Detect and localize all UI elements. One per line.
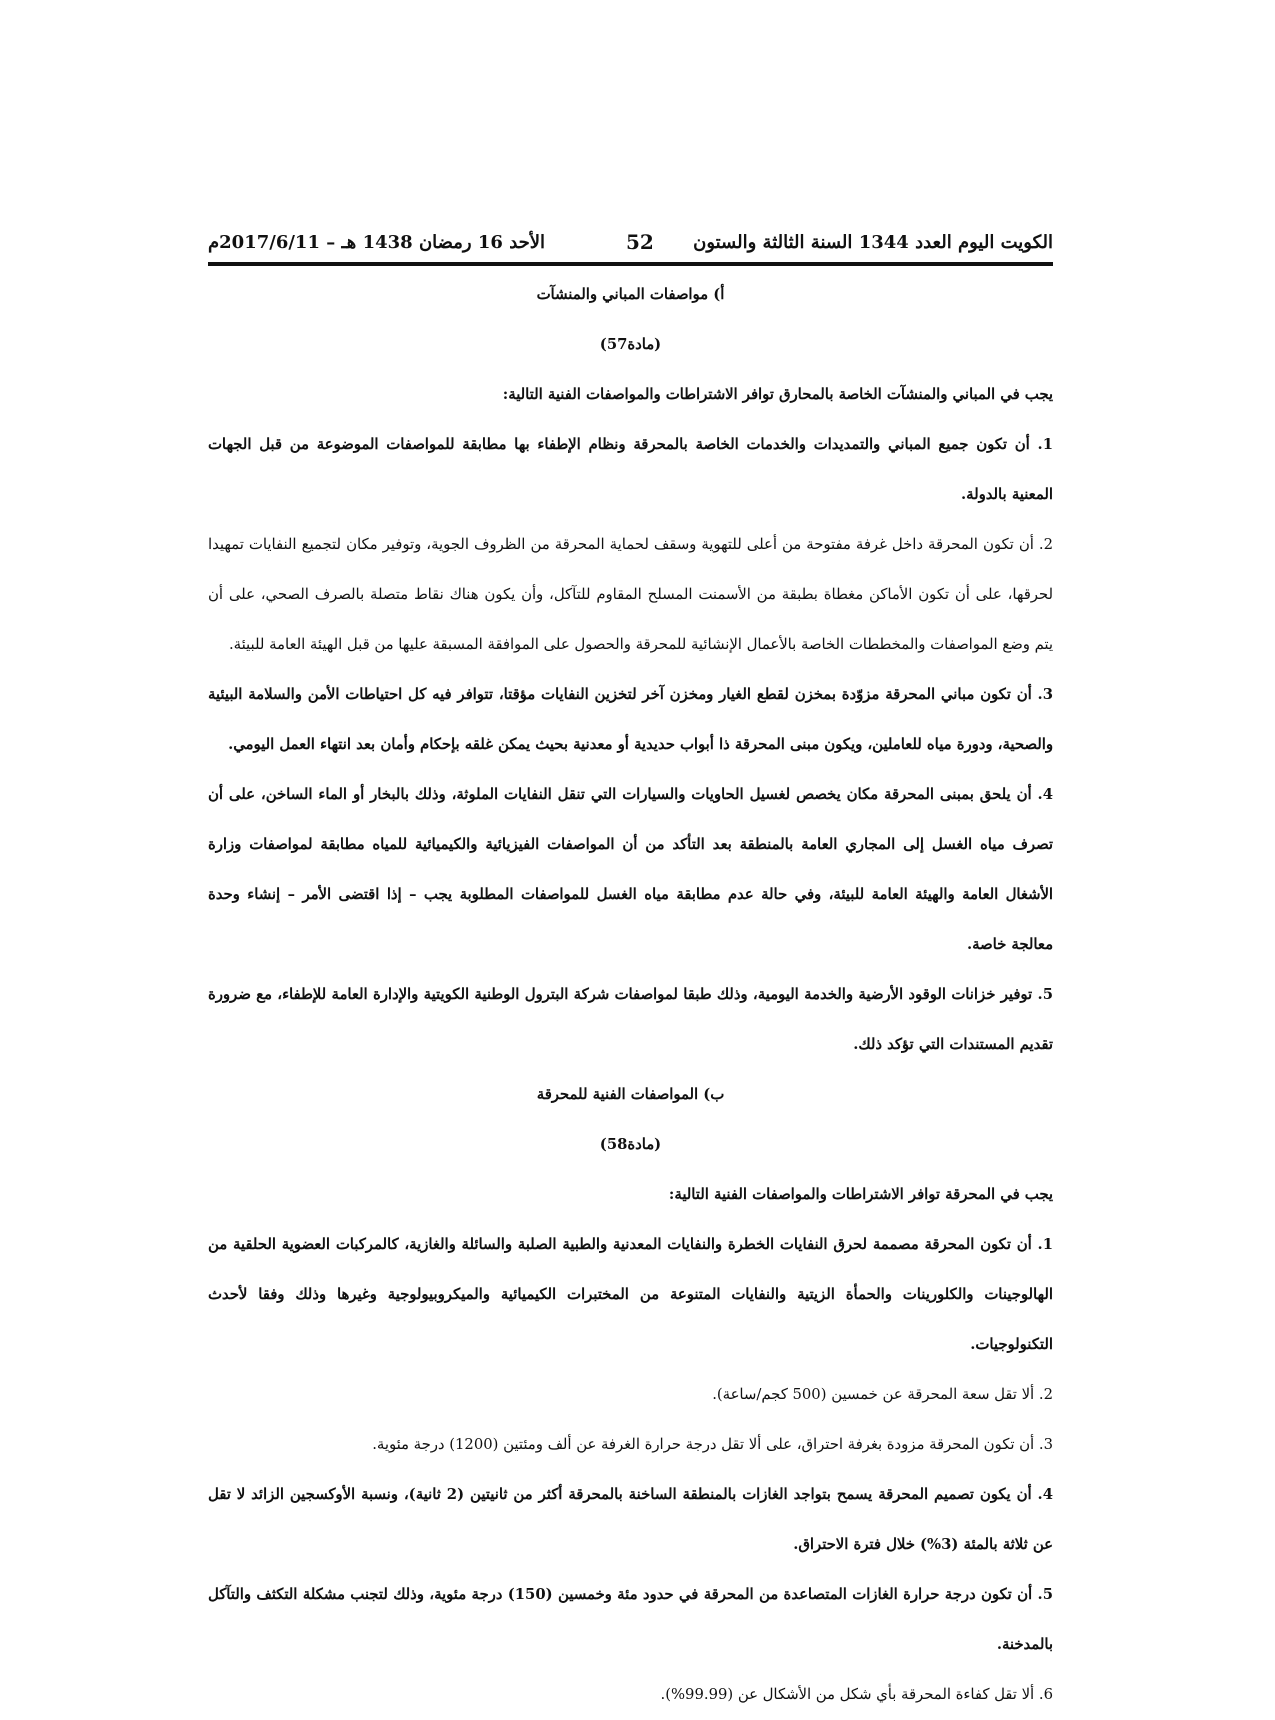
section-b-item-1: 1. أن تكون المحرقة مصممة لحرق النفايات الخطرة والنفايات المعدنية والطبية الصلبة والسائلة والغازية، كالمركبات العضوية الحلقية من الهالوجينات والكلورينات والحمأة الزيتية والنفايات المتنوعة من المختبرات الكيميائية والميكروبيولوجية وغيرها وذلك وفقا لأحدث التكنولوجيات.	[208, 1236, 1053, 1353]
section-a-intro: يجب في المباني والمنشآت الخاصة بالمحارق توافر الاشتراطات والمواصفات الفنية التالية:	[502, 386, 1053, 403]
section-a-title: أ) مواصفات المباني والمنشآت	[536, 286, 725, 303]
section-b-title: ب) المواصفات الفنية للمحرقة	[536, 1086, 725, 1103]
section-a-item-1: 1. أن تكون جميع المباني والتمديدات والخدمات الخاصة بالمحرقة ونظام الإطفاء بها مطابقة للمواصفات الموضوعة من قبل الجهات المعنية بالدولة.	[208, 436, 1053, 503]
header-publication: الكويت اليوم العدد 1344 السنة الثالثة والستون	[693, 232, 1053, 253]
section-b-item-6: 6. ألا تقل كفاءة المحرقة بأي شكل من الأشكال عن (99.99%).	[660, 1686, 1053, 1703]
page-body	[208, 270, 1053, 1720]
section-b-intro: يجب في المحرقة توافر الاشتراطات والمواصفات الفنية التالية:	[668, 1186, 1053, 1203]
section-a-item-5: 5. توفير خزانات الوقود الأرضية والخدمة اليومية، وذلك طبقا لمواصفات شركة البترول الوطنية الكويتية والإدارة العامة للإطفاء، مع ضرورة تقديم المستندات التي تؤكد ذلك.	[208, 986, 1053, 1053]
section-a-item-4: 4. أن يلحق بمبنى المحرقة مكان يخصص لغسيل الحاويات والسيارات التي تنقل النفايات الملوثة، وذلك بالبخار أو الماء الساخن، على أن تصرف مياه الغسل إلى المجاري العامة بالمنطقة بعد التأكد من أن المواصفات الفيزيائية والكيميائية للمياه مطابقة لمواصفات وزارة الأشغال العامة والهيئة العامة للبيئة، وفي حالة عدم مطابقة مياه الغسل للمواصفات المطلوبة يجب – إذا اقتضى الأمر – إنشاء وحدة معالجة خاصة.	[208, 786, 1053, 953]
section-a-item-2: 2. أن تكون المحرقة داخل غرفة مفتوحة من أعلى للتهوية وسقف لحماية المحرقة من الظروف الجوية، وتوفير مكان لتجميع النفايات تمهيدا لحرقها، على أن تكون الأماكن مغطاة بطبقة من الأسمنت المسلح المقاوم للتآكل، وأن يكون هناك نقاط متصلة بالصرف الصحي، على أن يتم وضع المواصفات والمخططات الخاصة بالأعمال الإنشائية للمحرقة والحصول على الموافقة المسبقة عليها من قبل الهيئة العامة للبيئة.	[208, 536, 1053, 653]
section-b-item-4: 4. أن يكون تصميم المحرقة يسمح بتواجد الغازات بالمنطقة الساخنة بالمحرقة أكثر من ثانيتين (2 ثانية)، ونسبة الأوكسجين الزائد لا تقل عن ثلاثة بالمئة (3%) خلال فترة الاحتراق.	[208, 1486, 1053, 1553]
header-date: الأحد 16 رمضان 1438 هـ – 2017/6/11م	[208, 232, 546, 253]
page-header	[208, 226, 1053, 260]
article-58-heading: (مادة58)	[599, 1136, 662, 1153]
article-57-heading: (مادة57)	[599, 336, 662, 353]
header-divider	[208, 262, 1053, 266]
section-b-item-3: 3. أن تكون المحرقة مزودة بغرفة احتراق، على ألا تقل درجة حرارة الغرفة عن ألف ومئتين (1200) درجة مئوية.	[372, 1436, 1053, 1453]
section-b-item-5: 5. أن تكون درجة حرارة الغازات المتصاعدة من المحرقة في حدود مئة وخمسين (150) درجة مئوية، وذلك لتجنب مشكلة التكثف والتآكل بالمدخنة.	[208, 1586, 1053, 1653]
section-a-item-3: 3. أن تكون مباني المحرقة مزوّدة بمخزن لقطع الغيار ومخزن آخر لتخزين النفايات مؤقتا، تتوافر فيه كل احتياطات الأمن والسلامة البيئية والصحية، ودورة مياه للعاملين، ويكون مبنى المحرقة ذا أبواب حديدية أو معدنية بحيث يمكن غلقه بإحكام وأمان بعد انتهاء العمل اليومي.	[208, 686, 1053, 753]
page-number: 52	[626, 230, 654, 254]
section-b-item-2: 2. ألا تقل سعة المحرقة عن خمسين (500 كجم/ساعة).	[712, 1386, 1053, 1403]
